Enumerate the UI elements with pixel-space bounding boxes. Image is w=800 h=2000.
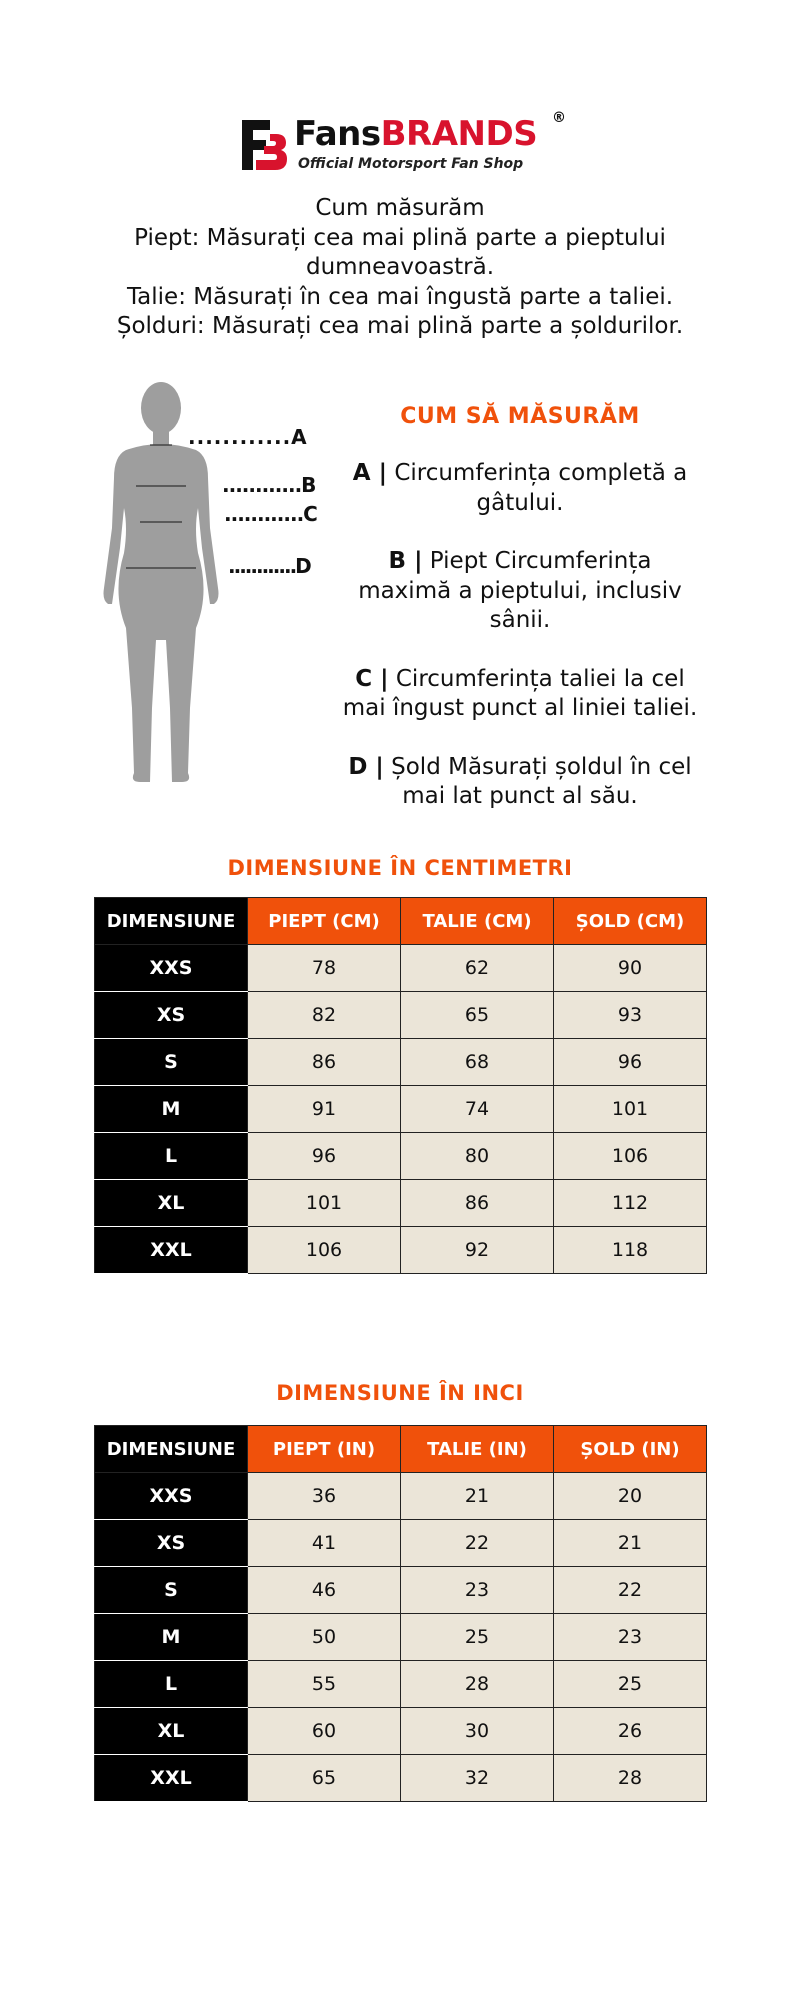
- logo-word-brands: BRANDS: [380, 114, 538, 154]
- marker-d-dots: ............: [228, 554, 296, 578]
- cell-chest: 82: [248, 992, 401, 1039]
- table-header-row: [95, 1426, 707, 1473]
- header-waist: TALIE (IN): [401, 1426, 554, 1473]
- cell-hip: 23: [554, 1614, 707, 1661]
- marker-b: [222, 473, 317, 497]
- cell-size: XL: [95, 1180, 248, 1227]
- cell-waist: 21: [401, 1473, 554, 1520]
- table-in-title: DIMENSIUNE ÎN INCI: [276, 1381, 524, 1405]
- table-row: [95, 1039, 707, 1086]
- table-row: [95, 1567, 707, 1614]
- header-waist: TALIE (CM): [401, 898, 554, 945]
- intro-line-chest-cont: dumneavoastră.: [305, 254, 495, 280]
- marker-c-dots: ............: [224, 502, 304, 526]
- cell-size: L: [95, 1133, 248, 1180]
- body-figure: [80, 378, 320, 788]
- guide-item-a-line2: gâtului.: [476, 489, 564, 516]
- cell-waist: 23: [401, 1567, 554, 1614]
- cell-chest: 46: [248, 1567, 401, 1614]
- guide-item-d-line2: mai lat punct al său.: [402, 783, 638, 809]
- guide-item-b-line3: sânii.: [489, 607, 551, 633]
- cell-hip: 90: [554, 945, 707, 992]
- size-table-cm: [94, 897, 707, 1274]
- measure-guide: [318, 404, 722, 841]
- cell-hip: 96: [554, 1039, 707, 1086]
- cell-size: XXL: [95, 1755, 248, 1802]
- cell-waist: 22: [401, 1520, 554, 1567]
- table-row: [95, 1708, 707, 1755]
- marker-b-letter: B: [301, 473, 318, 497]
- guide-item-d: [318, 753, 722, 812]
- marker-a-letter: A: [291, 425, 308, 449]
- header-size: DIMENSIUNE: [95, 898, 248, 945]
- cell-chest: 36: [248, 1473, 401, 1520]
- guide-item-d-line1: Șold Măsurați șoldul în cel: [391, 753, 692, 780]
- cell-waist: 68: [401, 1039, 554, 1086]
- cell-waist: 86: [401, 1180, 554, 1227]
- table-header-row: [95, 898, 707, 945]
- guide-item-c-letter: C |: [355, 665, 389, 692]
- table-row: [95, 1133, 707, 1180]
- header-hip: ȘOLD (IN): [554, 1426, 707, 1473]
- cell-chest: 91: [248, 1086, 401, 1133]
- cell-size: XS: [95, 992, 248, 1039]
- marker-c-letter: C: [303, 502, 319, 526]
- intro-line-chest: Piept: Măsurați cea mai plină parte a pieptului: [134, 224, 666, 251]
- guide-item-d-letter: D |: [348, 753, 384, 780]
- guide-item-b-line1: Piept Circumferința: [429, 548, 652, 574]
- table-row: [95, 1614, 707, 1661]
- marker-b-dots: ............: [222, 473, 302, 497]
- header-chest: PIEPT (CM): [248, 898, 401, 945]
- marker-a-dots: ............: [188, 425, 292, 449]
- cell-chest: 96: [248, 1133, 401, 1180]
- cell-chest: 65: [248, 1755, 401, 1802]
- table-row: [95, 1180, 707, 1227]
- cell-hip: 25: [554, 1661, 707, 1708]
- brand-logo: [238, 110, 568, 176]
- table-row: [95, 1086, 707, 1133]
- table-row: [95, 1473, 707, 1520]
- cell-hip: 112: [554, 1180, 707, 1227]
- logo-tagline: Official Motorsport Fan Shop: [298, 156, 524, 172]
- marker-c: [224, 502, 319, 526]
- cell-hip: 21: [554, 1520, 707, 1567]
- table-row: [95, 1227, 707, 1274]
- cell-chest: 78: [248, 945, 401, 992]
- marker-a: [188, 425, 308, 449]
- cell-chest: 106: [248, 1227, 401, 1274]
- table-row: [95, 1755, 707, 1802]
- header-hip: ȘOLD (CM): [554, 898, 707, 945]
- guide-item-b-line2: maximă a pieptului, inclusiv: [358, 577, 682, 604]
- guide-item-c-line1: Circumferința taliei la cel: [395, 665, 685, 692]
- guide-item-a-line1: Circumferința completă a: [394, 460, 688, 486]
- cell-size: XXS: [95, 1473, 248, 1520]
- cell-waist: 28: [401, 1661, 554, 1708]
- cell-chest: 55: [248, 1661, 401, 1708]
- cell-size: S: [95, 1039, 248, 1086]
- cell-size: M: [95, 1614, 248, 1661]
- cell-waist: 25: [401, 1614, 554, 1661]
- cell-hip: 118: [554, 1227, 707, 1274]
- table-row: [95, 1520, 707, 1567]
- cell-size: XL: [95, 1708, 248, 1755]
- guide-item-a-letter: A |: [352, 460, 387, 486]
- header-size: DIMENSIUNE: [95, 1426, 248, 1473]
- cell-hip: 93: [554, 992, 707, 1039]
- registered-mark: ®: [552, 110, 566, 126]
- cell-waist: 30: [401, 1708, 554, 1755]
- cell-size: XS: [95, 1520, 248, 1567]
- cell-size: L: [95, 1661, 248, 1708]
- cell-hip: 22: [554, 1567, 707, 1614]
- cell-hip: 101: [554, 1086, 707, 1133]
- marker-d-letter: D: [295, 554, 313, 578]
- fansbrands-logo-icon: [240, 118, 288, 172]
- intro-heading: Cum măsurăm: [315, 195, 485, 221]
- table-row: [95, 945, 707, 992]
- cell-size: M: [95, 1086, 248, 1133]
- guide-item-c-line2: mai îngust punct al liniei taliei.: [342, 695, 698, 721]
- cell-waist: 74: [401, 1086, 554, 1133]
- guide-item-c: [318, 665, 722, 724]
- guide-item-b-letter: B |: [388, 548, 423, 574]
- intro-text: [80, 194, 720, 342]
- cell-hip: 106: [554, 1133, 707, 1180]
- cell-chest: 41: [248, 1520, 401, 1567]
- table-row: [95, 1661, 707, 1708]
- size-table-in: [94, 1425, 707, 1802]
- cell-waist: 32: [401, 1755, 554, 1802]
- cell-size: S: [95, 1567, 248, 1614]
- cell-waist: 65: [401, 992, 554, 1039]
- table-row: [95, 992, 707, 1039]
- cell-hip: 26: [554, 1708, 707, 1755]
- cell-chest: 60: [248, 1708, 401, 1755]
- intro-line-hips: Șolduri: Măsurați cea mai plină parte a șoldurilor.: [116, 313, 684, 339]
- cell-chest: 50: [248, 1614, 401, 1661]
- cell-size: XXS: [95, 945, 248, 992]
- guide-title: CUM SĂ MĂSURĂM: [400, 404, 640, 429]
- cell-chest: 101: [248, 1180, 401, 1227]
- cell-size: XXL: [95, 1227, 248, 1274]
- cell-waist: 80: [401, 1133, 554, 1180]
- cell-hip: 20: [554, 1473, 707, 1520]
- cell-waist: 62: [401, 945, 554, 992]
- cell-waist: 92: [401, 1227, 554, 1274]
- logo-wordmark: [294, 114, 537, 154]
- cell-chest: 86: [248, 1039, 401, 1086]
- guide-item-a: [318, 459, 722, 518]
- logo-word-fans: Fans: [294, 114, 381, 154]
- intro-line-waist: Talie: Măsurați în cea mai îngustă parte a taliei.: [126, 283, 674, 310]
- table-cm-title: DIMENSIUNE ÎN CENTIMETRI: [227, 856, 573, 880]
- cell-hip: 28: [554, 1755, 707, 1802]
- header-chest: PIEPT (IN): [248, 1426, 401, 1473]
- marker-d: [228, 554, 313, 578]
- guide-item-b: [318, 547, 722, 636]
